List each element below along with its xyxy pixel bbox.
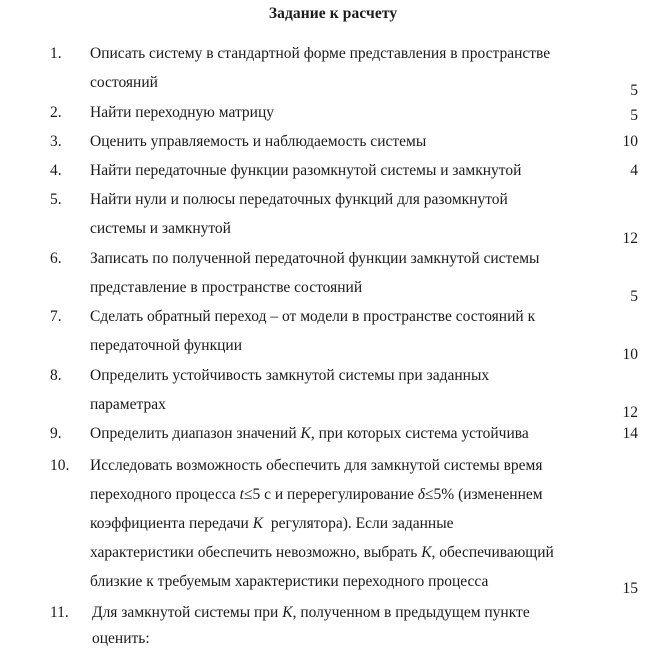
item-number: 1. (50, 45, 62, 62)
item-text: Найти передаточные функции разомкнутой системы и замкнутой (90, 162, 522, 179)
item-text: Найти нули и полюсы передаточных функций для разомкнутой (90, 191, 508, 208)
var-k: K (282, 604, 293, 621)
item-text-cont (90, 515, 454, 533)
var-k: K (300, 425, 311, 442)
item-number: 11. (50, 604, 69, 621)
item-number: 7. (50, 308, 62, 325)
item-text-part: переходного процесса (90, 486, 236, 503)
item-number: 9. (50, 425, 62, 442)
item-number: 5. (50, 191, 62, 208)
item-text: Записать по полученной передаточной функции замкнутой системы (90, 250, 540, 267)
item-points: 15 (622, 580, 638, 597)
item-points: 12 (622, 230, 638, 247)
item-text-cont: представление в пространстве состояний (90, 279, 363, 296)
var-k: K (252, 515, 264, 532)
item-text-cont: системы и замкнутой (90, 220, 231, 237)
item-text-cont (90, 544, 554, 562)
item-text: Сделать обратный переход – от модели в пространстве состояний к (90, 308, 536, 325)
page-title: Задание к расчету (268, 5, 398, 22)
item-text: Определить устойчивость замкнутой системы при заданных (90, 367, 490, 384)
item-number: 2. (50, 104, 62, 121)
item-text-part: , полученном в предыдущем пункте (292, 604, 530, 621)
item-text: Найти переходную матрицу (90, 104, 274, 121)
item-text: Оценить управляемость и наблюдаемость системы (90, 133, 427, 150)
item-text-part: регулятора). Если заданные (270, 515, 454, 532)
item-points: 10 (622, 133, 638, 150)
time-value: 5 с (252, 486, 271, 503)
item-points: 5 (630, 288, 638, 305)
item-points: 5 (630, 82, 638, 99)
var-k: K (421, 544, 432, 561)
var-t: t (239, 486, 244, 503)
item-number: 6. (50, 250, 62, 267)
item-text-part: характеристики обеспечить невозможно, выбрать (90, 544, 418, 561)
item-text-cont: близкие к требуемым характеристики переходного процесса (90, 573, 489, 590)
item-text-cont (90, 486, 543, 504)
le-sign: ≤ (243, 486, 253, 503)
item-number: 10. (50, 457, 70, 474)
item-number: 4. (50, 162, 62, 179)
item-text: Описать систему в стандартной форме представления в пространстве (90, 45, 551, 62)
item-text-part: , при которых система устойчива (310, 425, 529, 442)
item-text-part: коэффициента передачи (90, 515, 249, 532)
item-points: 4 (630, 162, 638, 179)
item-text-part: (измененнем (458, 486, 543, 503)
item-text-part: и перерегулирование (274, 486, 414, 503)
item-text-part: , обеспечивающий (431, 544, 554, 561)
item-text (90, 425, 529, 443)
item-text: Исследовать возможность обеспечить для замкнутой системы время (90, 457, 543, 474)
le-sign: ≤ (425, 486, 434, 503)
item-points: 12 (622, 404, 638, 421)
item-number: 3. (50, 133, 62, 150)
item-text-part: Для замкнутой системы при (92, 604, 279, 621)
item-points: 5 (630, 107, 638, 124)
item-text-cont: параметрах (90, 396, 166, 413)
var-delta: δ (417, 486, 425, 503)
item-text-cont: оценить: (92, 630, 150, 647)
item-text-cont: передаточной функции (90, 337, 243, 354)
overshoot-value: 5% (433, 486, 455, 503)
item-text-part: Определить диапазон значений (90, 425, 297, 442)
item-text (92, 604, 530, 622)
item-points: 14 (622, 425, 638, 442)
item-points: 10 (622, 346, 638, 363)
item-text-cont: состояний (90, 74, 158, 91)
item-number: 8. (50, 367, 62, 384)
